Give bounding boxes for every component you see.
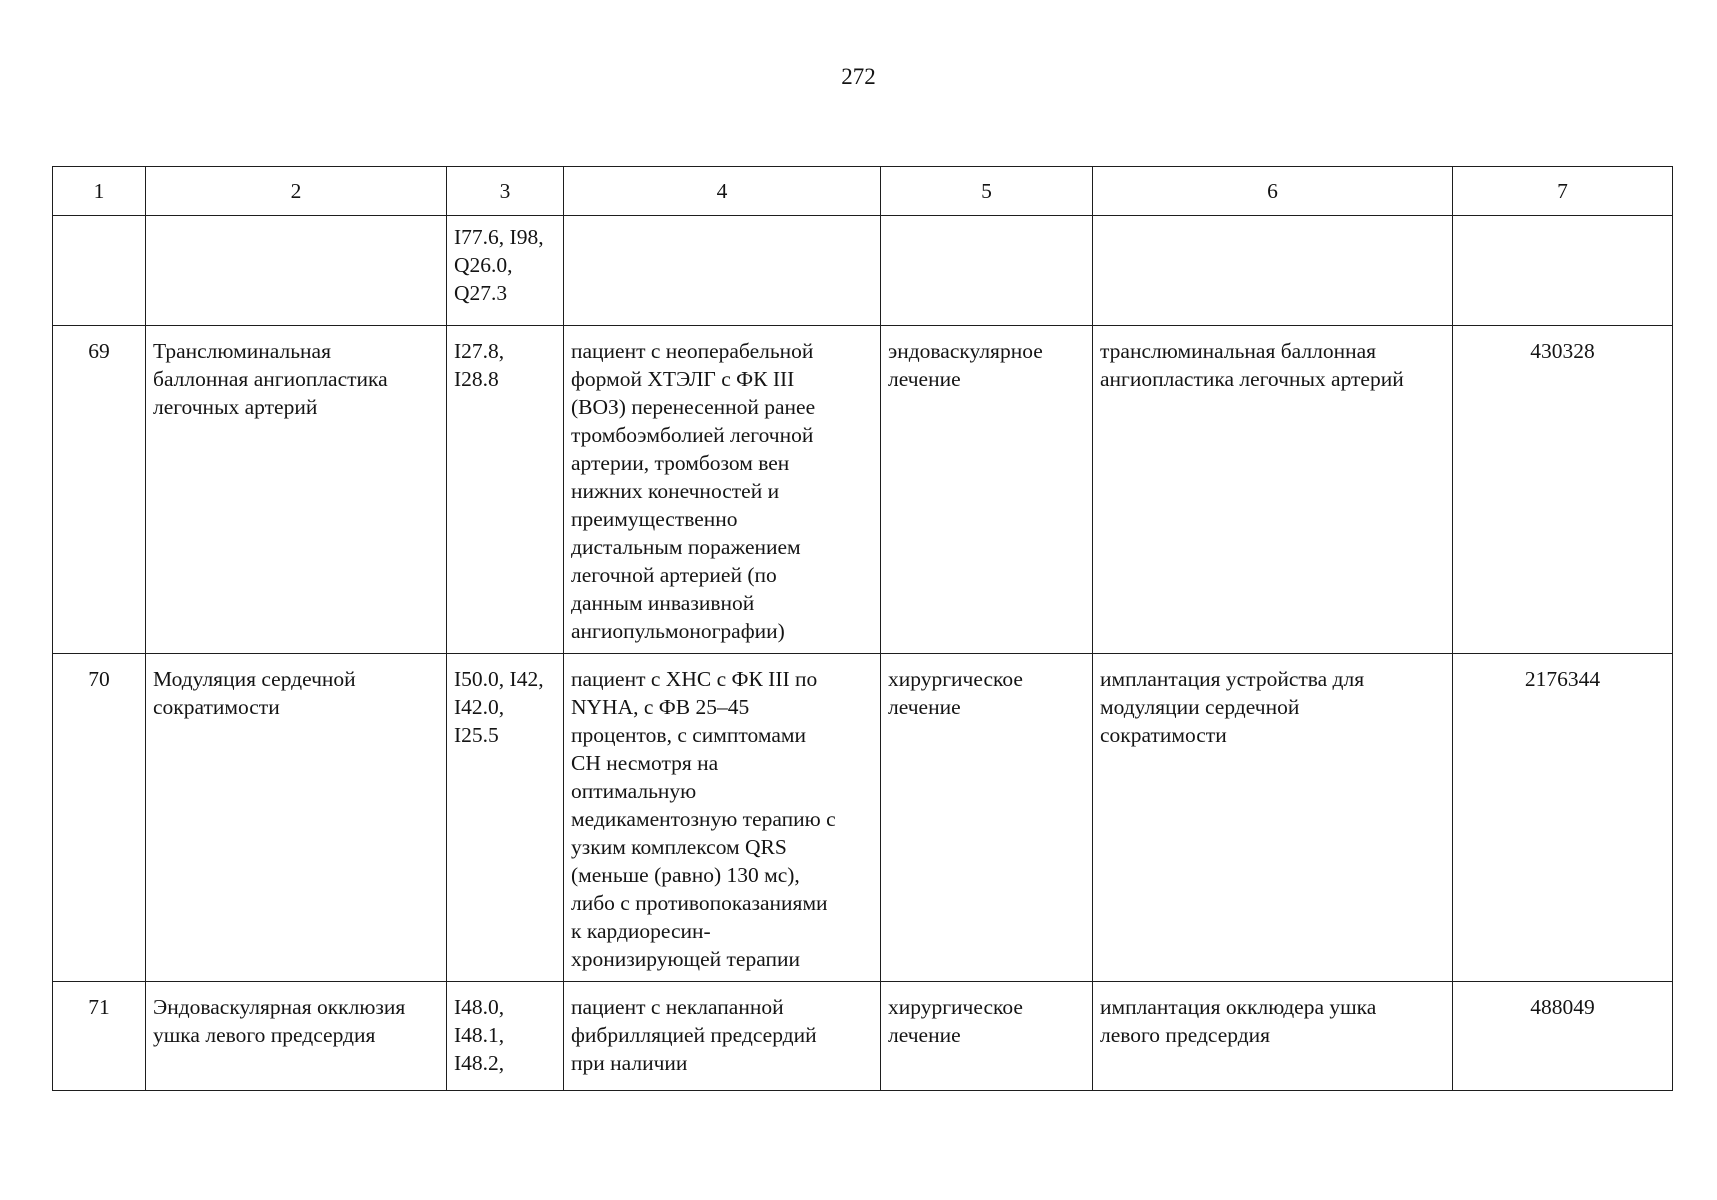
patient-line: тромбоэмболией легочной <box>571 423 814 447</box>
services-table <box>52 166 1673 1091</box>
treatment-method-cell <box>1093 982 1453 1091</box>
price-cell <box>1453 216 1673 326</box>
name-line: баллонная ангиопластика <box>153 367 388 391</box>
table-row <box>53 326 1673 654</box>
treatment-line: хирургическое <box>888 667 1023 691</box>
codes-cell <box>447 982 564 1091</box>
name-cell <box>146 216 447 326</box>
patient-line: преимущественно <box>571 507 738 531</box>
column-header: 3 <box>447 167 564 216</box>
codes-line: I28.8 <box>454 367 499 391</box>
name-cell <box>146 654 447 982</box>
patient-line: пациент с неоперабельной <box>571 339 814 363</box>
column-header: 7 <box>1453 167 1673 216</box>
patient-line: либо с противопоказаниями <box>571 891 828 915</box>
patient-model-cell <box>564 654 881 982</box>
patient-line: фибрилляцией предсердий <box>571 1023 817 1047</box>
patient-model-cell <box>564 326 881 654</box>
treatment-method-cell <box>1093 326 1453 654</box>
patient-line: ангиопульмонографии) <box>571 619 785 643</box>
codes-line: I27.8, <box>454 339 505 363</box>
method-line: имплантация окклюдера ушка <box>1100 995 1377 1019</box>
treatment-method-cell <box>1093 216 1453 326</box>
name-line: легочных артерий <box>153 395 318 419</box>
treatment-type-cell <box>881 326 1093 654</box>
number-cell <box>53 216 146 326</box>
number-cell: 69 <box>53 326 146 654</box>
patient-line: дистальным поражением <box>571 535 801 559</box>
codes-line: I48.1, <box>454 1023 505 1047</box>
patient-line: хронизирующей терапии <box>571 947 800 971</box>
patient-line: легочной артерией (по <box>571 563 777 587</box>
treatment-line: лечение <box>888 367 961 391</box>
treatment-line: лечение <box>888 1023 961 1047</box>
price-cell: 2176344 <box>1453 654 1673 982</box>
continuation-row <box>53 216 1673 326</box>
number-cell: 70 <box>53 654 146 982</box>
treatment-line: хирургическое <box>888 995 1023 1019</box>
name-line: Модуляция сердечной <box>153 667 356 691</box>
method-line: сократимости <box>1100 723 1227 747</box>
price-cell: 488049 <box>1453 982 1673 1091</box>
treatment-type-cell <box>881 654 1093 982</box>
codes-line: Q26.0, <box>454 253 513 277</box>
codes-line: Q27.3 <box>454 281 508 305</box>
codes-cell <box>447 654 564 982</box>
method-line: имплантация устройства для <box>1100 667 1365 691</box>
patient-model-cell <box>564 982 881 1091</box>
treatment-line: лечение <box>888 695 961 719</box>
column-header: 1 <box>53 167 146 216</box>
patient-line: СН несмотря на <box>571 751 719 775</box>
method-line: транслюминальная баллонная <box>1100 339 1377 363</box>
treatment-type-cell <box>881 216 1093 326</box>
patient-model-cell <box>564 216 881 326</box>
method-line: модуляции сердечной <box>1100 695 1300 719</box>
patient-line: формой ХТЭЛГ с ФК III <box>571 367 795 391</box>
column-header: 2 <box>146 167 447 216</box>
patient-line: пациент с неклапанной <box>571 995 784 1019</box>
patient-line: при наличии <box>571 1051 688 1075</box>
codes-cell <box>447 326 564 654</box>
codes-line: I25.5 <box>454 723 499 747</box>
treatment-line: эндоваскулярное <box>888 339 1043 363</box>
patient-line: нижних конечностей и <box>571 479 780 503</box>
column-number-header-row <box>53 167 1673 216</box>
name-line: ушка левого предсердия <box>153 1023 376 1047</box>
codes-line: I48.0, <box>454 995 505 1019</box>
column-header: 6 <box>1093 167 1453 216</box>
patient-line: NYHA, с ФВ 25–45 <box>571 695 750 719</box>
patient-line: данным инвазивной <box>571 591 755 615</box>
method-line: ангиопластика легочных артерий <box>1100 367 1404 391</box>
patient-line: медикаментозную терапию с <box>571 807 836 831</box>
patient-line: пациент с ХНС с ФК III по <box>571 667 818 691</box>
name-line: сократимости <box>153 695 280 719</box>
patient-line: процентов, с симптомами <box>571 723 806 747</box>
name-line: Транслюминальная <box>153 339 331 363</box>
name-cell <box>146 326 447 654</box>
table-row <box>53 982 1673 1091</box>
name-line: Эндоваскулярная окклюзия <box>153 995 406 1019</box>
patient-line: к кардиоресин- <box>571 919 711 943</box>
table-row <box>53 654 1673 982</box>
name-cell <box>146 982 447 1091</box>
method-line: левого предсердия <box>1100 1023 1271 1047</box>
column-header: 4 <box>564 167 881 216</box>
number-cell: 71 <box>53 982 146 1091</box>
column-header: 5 <box>881 167 1093 216</box>
treatment-type-cell <box>881 982 1093 1091</box>
patient-line: (меньше (равно) 130 мс), <box>571 863 800 887</box>
treatment-method-cell <box>1093 654 1453 982</box>
codes-line: I48.2, <box>454 1051 505 1075</box>
page-number: 272 <box>841 64 876 89</box>
codes-line: I77.6, I98, <box>454 225 544 249</box>
codes-line: I42.0, <box>454 695 505 719</box>
codes-line: I50.0, I42, <box>454 667 544 691</box>
codes-cell <box>447 216 564 326</box>
patient-line: узким комплексом QRS <box>571 835 787 859</box>
patient-line: (ВОЗ) перенесенной ранее <box>571 395 816 419</box>
patient-line: артерии, тромбозом вен <box>571 451 790 475</box>
patient-line: оптимальную <box>571 779 697 803</box>
price-cell: 430328 <box>1453 326 1673 654</box>
